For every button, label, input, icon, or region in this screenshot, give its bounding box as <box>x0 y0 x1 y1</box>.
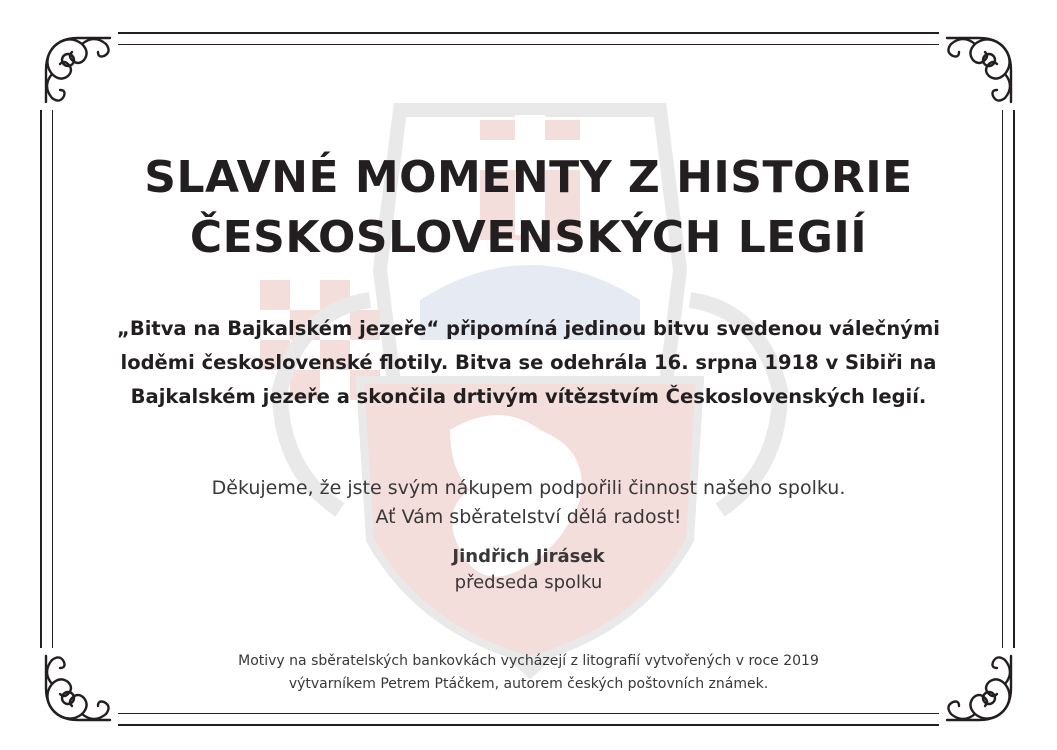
flourish-ornament-icon <box>939 648 1019 728</box>
battle-description: „Bitva na Bajkalském jezeře“ připomíná jedinou bitvu svedenou válečnými loděmi československé flotily. Bitva se odehrála 16. srpna 1918 v Sibiři na Bajkalském jezeře a skončila drtivým vítězstvím Československých legií. <box>117 317 940 408</box>
footer-line-1: Motivy na sběratelských bankovkách vycházejí z litografií vytvořených v roce 2019 <box>238 653 819 669</box>
corner-ornament-bottom-left <box>38 648 118 728</box>
title-line-1: SLAVNÉ MOMENTY Z HISTORIE <box>144 152 913 203</box>
footer-line-2: výtvarníkem Petrem Ptáčkem, autorem českých poštovních známek. <box>288 676 769 692</box>
signer-name: Jindřich Jirásek <box>452 546 605 567</box>
corner-ornament-top-left <box>38 30 118 110</box>
title-line-2: ČESKOSLOVENSKÝCH LEGIÍ <box>189 212 868 263</box>
corner-ornament-bottom-right <box>939 648 1019 728</box>
signer-role: předseda spolku <box>454 572 603 593</box>
flourish-ornament-icon <box>939 30 1019 110</box>
footer-note <box>150 650 907 696</box>
thanks-message <box>150 474 907 532</box>
corner-ornament-top-right <box>939 30 1019 110</box>
thanks-line-1: Děkujeme, že jste svým nákupem podpořili činnost našeho spolku. <box>211 477 846 499</box>
flourish-ornament-icon <box>38 648 118 728</box>
thanks-line-2: Ať Vám sběratelství dělá radost! <box>375 506 682 528</box>
page-title <box>120 148 937 268</box>
flourish-ornament-icon <box>38 30 118 110</box>
